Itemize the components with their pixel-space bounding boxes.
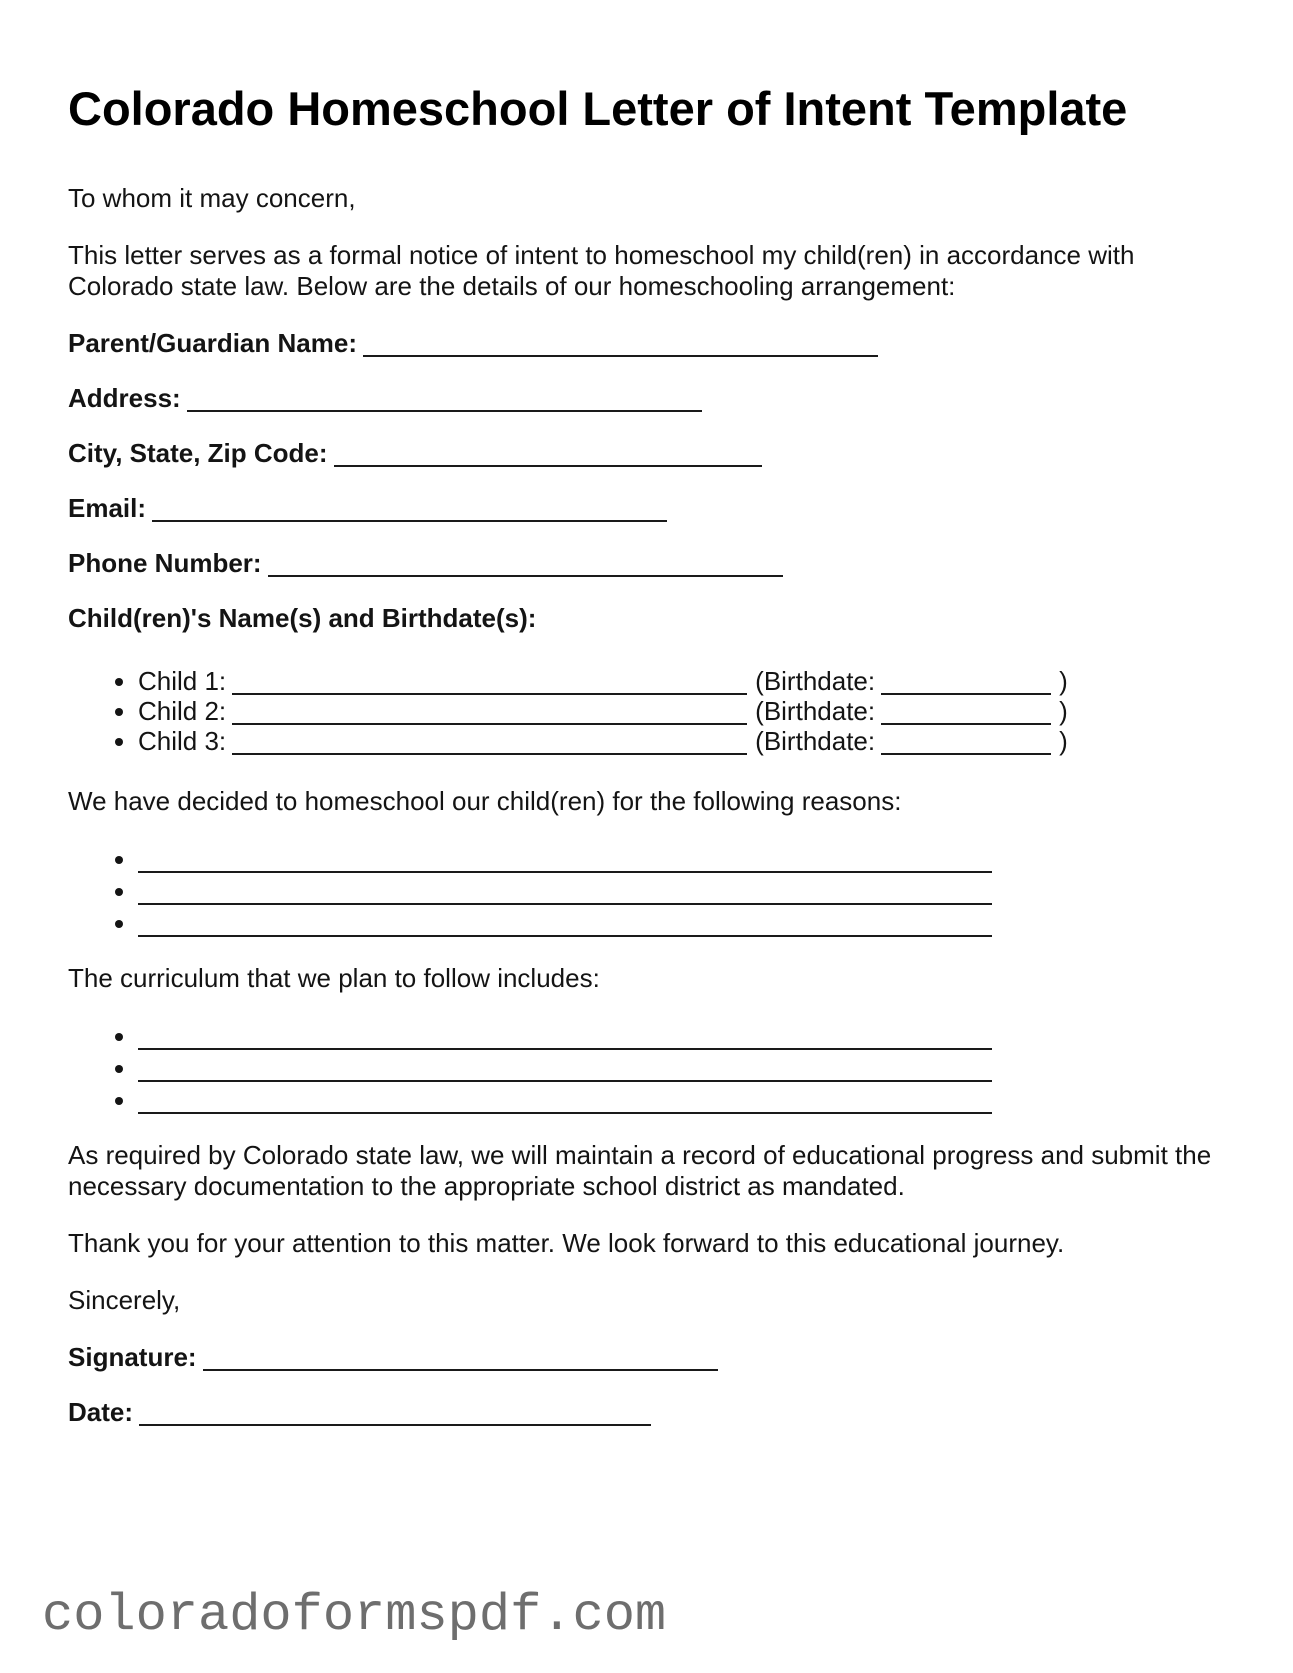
closing-paragraph: Thank you for your attention to this matter. We look forward to this educational journey. — [68, 1228, 1065, 1258]
child-1-label: Child 1: — [138, 666, 227, 696]
reason-row-3 — [138, 907, 1228, 939]
city-state-zip-blank[interactable] — [334, 443, 762, 467]
field-row-phone — [68, 548, 1228, 579]
address-label: Address: — [68, 383, 181, 413]
phone-label: Phone Number: — [68, 548, 262, 578]
legal-paragraph: As required by Colorado state law, we will maintain a record of educational progress and submit the necessary documentation to the appropriate school district as mandated. — [68, 1140, 1212, 1201]
child-3-name-blank[interactable] — [232, 731, 747, 755]
phone-blank[interactable] — [268, 553, 783, 577]
page-title: Colorado Homeschool Letter of Intent Template — [68, 82, 1128, 135]
child-3-birthdate-label: (Birthdate: — [755, 726, 876, 756]
date-blank[interactable] — [139, 1402, 651, 1426]
field-row-city-state-zip — [68, 438, 1228, 469]
child-1-name-blank[interactable] — [232, 671, 747, 695]
child-row-2 — [138, 696, 1228, 726]
curriculum-list — [68, 1020, 1228, 1116]
intro-paragraph: This letter serves as a formal notice of intent to homeschool my child(ren) in accordance with Colorado state law. Below are the details of our homeschooling arrangement: — [68, 240, 1135, 301]
child-row-3 — [138, 726, 1228, 756]
reason-row-1 — [138, 843, 1228, 875]
reasons-list — [68, 843, 1228, 939]
email-blank[interactable] — [152, 498, 667, 522]
address-blank[interactable] — [187, 388, 702, 412]
child-row-1 — [138, 666, 1228, 696]
child-3-close-paren: ) — [1059, 726, 1068, 756]
reasons-intro: We have decided to homeschool our child(ren) for the following reasons: — [68, 786, 902, 816]
curriculum-row-2 — [138, 1052, 1228, 1084]
field-row-email — [68, 493, 1228, 524]
reason-blank-2[interactable] — [138, 881, 992, 905]
child-2-label: Child 2: — [138, 696, 227, 726]
child-1-birthdate-blank[interactable] — [881, 671, 1051, 695]
curriculum-blank-1[interactable] — [138, 1026, 992, 1050]
city-state-zip-label: City, State, Zip Code: — [68, 438, 328, 468]
field-row-address — [68, 383, 1228, 414]
parent-name-blank[interactable] — [363, 333, 878, 357]
reason-blank-1[interactable] — [138, 849, 992, 873]
field-row-parent-name — [68, 328, 1228, 359]
parent-name-label: Parent/Guardian Name: — [68, 328, 357, 358]
signoff: Sincerely, — [68, 1285, 181, 1315]
curriculum-row-3 — [138, 1084, 1228, 1116]
email-label: Email: — [68, 493, 147, 523]
date-label: Date: — [68, 1397, 134, 1427]
child-2-close-paren: ) — [1059, 696, 1068, 726]
signature-blank[interactable] — [203, 1347, 718, 1371]
field-row-signature — [68, 1342, 1228, 1373]
field-row-date — [68, 1397, 1228, 1428]
child-2-birthdate-label: (Birthdate: — [755, 696, 876, 726]
children-list — [68, 666, 1228, 756]
child-2-name-blank[interactable] — [232, 701, 747, 725]
child-3-label: Child 3: — [138, 726, 227, 756]
children-heading: Child(ren)'s Name(s) and Birthdate(s): — [68, 603, 537, 633]
curriculum-blank-2[interactable] — [138, 1058, 992, 1082]
child-2-birthdate-blank[interactable] — [881, 701, 1051, 725]
reason-blank-3[interactable] — [138, 913, 992, 937]
watermark-site-text: coloradoformspdf.com — [42, 1586, 667, 1645]
child-1-close-paren: ) — [1059, 666, 1068, 696]
curriculum-intro: The curriculum that we plan to follow includes: — [68, 963, 600, 993]
curriculum-blank-3[interactable] — [138, 1090, 992, 1114]
salutation: To whom it may concern, — [68, 183, 356, 213]
reason-row-2 — [138, 875, 1228, 907]
signature-label: Signature: — [68, 1342, 197, 1372]
child-1-birthdate-label: (Birthdate: — [755, 666, 876, 696]
curriculum-row-1 — [138, 1020, 1228, 1052]
child-3-birthdate-blank[interactable] — [881, 731, 1051, 755]
